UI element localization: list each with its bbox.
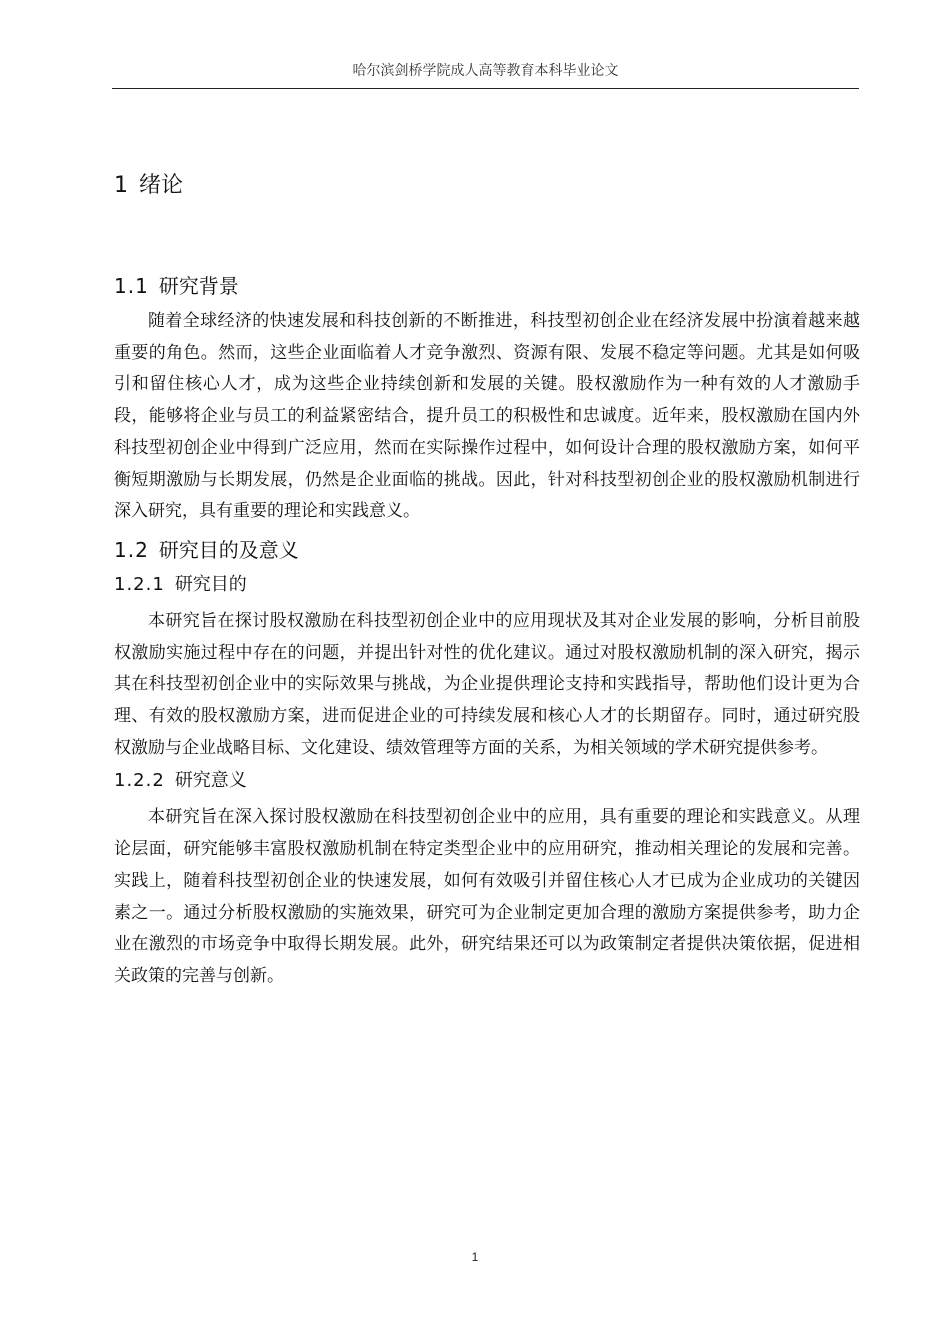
chapter-heading (114, 166, 860, 206)
subsection-number: 1.2.2 (114, 770, 165, 792)
page-header (112, 62, 859, 89)
chapter-title: 绪论 (139, 173, 184, 198)
section-heading-1-1 (114, 268, 860, 304)
subsection-title: 研究意义 (174, 770, 247, 792)
subsection-title: 研究目的 (174, 573, 247, 595)
section-number: 1.1 (114, 274, 149, 298)
document-body (114, 166, 860, 993)
paragraph-research-significance: 本研究旨在深入探讨股权激励在科技型初创企业中的应用，具有重要的理论和实践意义。从理论层面，研究能够丰富股权激励机制在特定类型企业中的应用研究，推动相关理论的发展和完善。实践上，随着科技型初创企业的快速发展，如何有效吸引并留住核心人才已成为企业成功的关键因素之一。通过分析股权激励的实施效果，研究可为企业制定更加合理的激励方案提供参考，助力企业在激烈的市场竞争中取得长期发展。此外，研究结果还可以为政策制定者提供决策依据，促进相关政策的完善与创新。 (114, 807, 860, 986)
page-number: 1 (471, 1250, 479, 1264)
paragraph-research-background: 随着全球经济的快速发展和科技创新的不断推进，科技型初创企业在经济发展中扮演着越来越重要的角色。然而，这些企业面临着人才竞争激烈、资源有限、发展不稳定等问题。尤其是如何吸引和留住核心人才，成为这些企业持续创新和发展的关键。股权激励作为一种有效的人才激励手段，能够将企业与员工的利益紧密结合，提升员工的积极性和忠诚度。近年来，股权激励在国内外科技型初创企业中得到广泛应用，然而在实际操作过程中，如何设计合理的股权激励方案，如何平衡短期激励与长期发展，仍然是企业面临的挑战。因此，针对科技型初创企业的股权激励机制进行深入研究，具有重要的理论和实践意义。 (114, 311, 860, 522)
header-title: 哈尔滨剑桥学院成人高等教育本科毕业论文 (352, 63, 619, 79)
section-number: 1.2 (114, 537, 149, 562)
chapter-number: 1 (114, 173, 129, 198)
section-title: 研究目的及意义 (158, 537, 299, 562)
section-heading-1-2 (114, 532, 860, 568)
subsection-heading-1-2-1 (114, 568, 860, 602)
subsection-heading-1-2-2 (114, 764, 860, 798)
subsection-number: 1.2.1 (114, 573, 165, 595)
section-title: 研究背景 (158, 274, 239, 298)
paragraph-research-purpose: 本研究旨在探讨股权激励在科技型初创企业中的应用现状及其对企业发展的影响，分析目前股权激励实施过程中存在的问题，并提出针对性的优化建议。通过对股权激励机制的深入研究，揭示其在科技型初创企业中的实际效果与挑战，为企业提供理论支持和实践指导，帮助他们设计更为合理、有效的股权激励方案，进而促进企业的可持续发展和核心人才的长期留存。同时，通过研究股权激励与企业战略目标、文化建设、绩效管理等方面的关系，为相关领域的学术研究提供参考。 (114, 610, 860, 758)
